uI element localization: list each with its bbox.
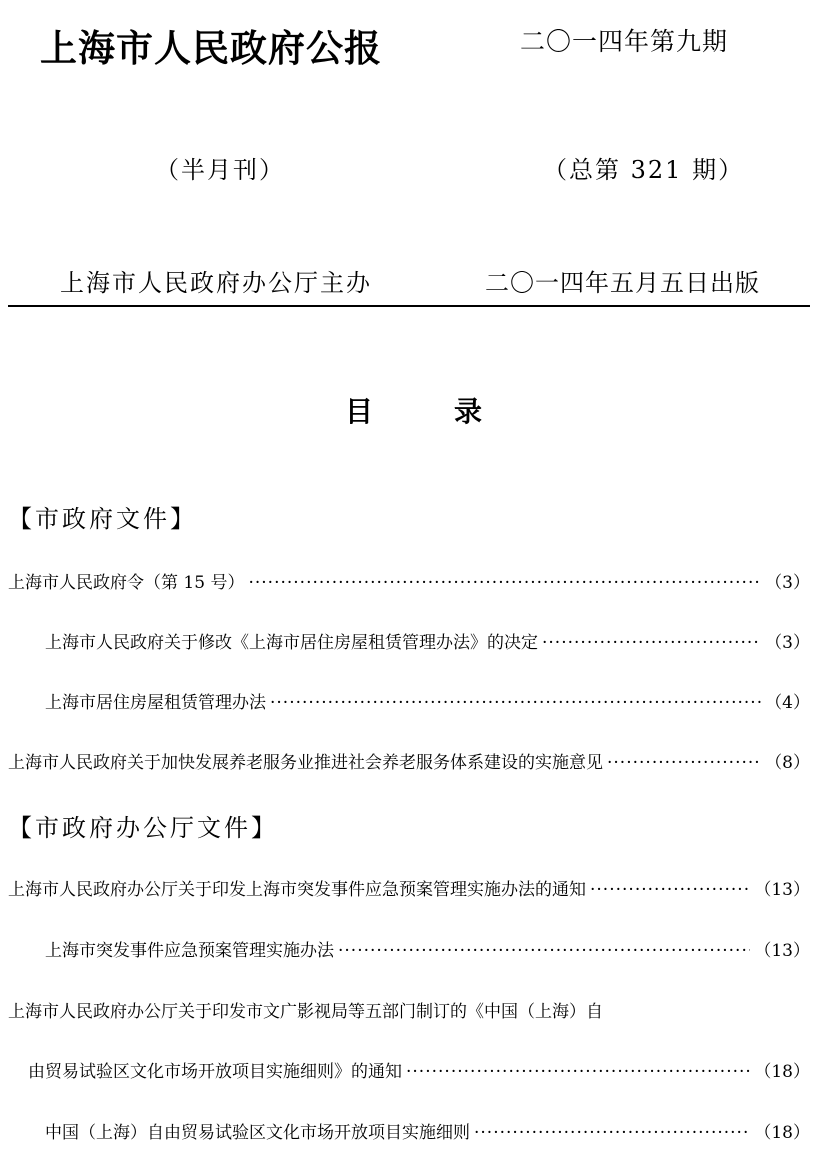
toc-entry-title: 上海市居住房屋租赁管理办法 bbox=[45, 693, 266, 713]
toc-entry-title: 上海市人民政府关于修改《上海市居住房屋租赁管理办法》的决定 bbox=[45, 633, 538, 653]
total-issue-number: （总第 321 期） bbox=[543, 156, 745, 184]
section-heading-general-office: 【市政府办公厅文件】 bbox=[8, 814, 278, 842]
publication-date: 二〇一四年五月五日出版 bbox=[485, 269, 760, 297]
toc-entry-title: 上海市人民政府令（第 15 号） bbox=[8, 573, 245, 593]
toc-entry-title: 上海市人民政府办公厅关于印发上海市突发事件应急预案管理实施办法的通知 bbox=[8, 880, 586, 900]
masthead-divider bbox=[8, 305, 810, 307]
issue-number: 二〇一四年第九期 bbox=[520, 27, 729, 56]
toc-entry[interactable] bbox=[8, 875, 810, 901]
toc-entry-page: （18） bbox=[754, 1123, 810, 1143]
toc-entry[interactable] bbox=[28, 1057, 810, 1083]
toc-entry-page: （3） bbox=[765, 573, 810, 593]
toc-entry-page: （4） bbox=[765, 693, 810, 713]
toc-entry[interactable] bbox=[8, 568, 810, 594]
dot-leader bbox=[590, 880, 750, 900]
toc-title-left: 目 bbox=[345, 395, 374, 428]
dot-leader bbox=[406, 1062, 750, 1082]
toc-entry-page: （13） bbox=[754, 941, 810, 961]
toc-entry[interactable] bbox=[45, 628, 810, 654]
toc-title bbox=[300, 390, 527, 430]
dot-leader bbox=[248, 573, 761, 593]
toc-entry-page: （13） bbox=[754, 880, 810, 900]
publication-frequency: （半月刊） bbox=[155, 156, 285, 184]
toc-title-right: 录 bbox=[453, 395, 482, 428]
toc-entry[interactable] bbox=[45, 1118, 810, 1144]
gazette-title: 上海市人民政府公报 bbox=[40, 27, 382, 70]
toc-entry[interactable] bbox=[45, 936, 810, 962]
section-heading-municipal-government: 【市政府文件】 bbox=[8, 505, 197, 533]
toc-entry-title-line1[interactable]: 上海市人民政府办公厅关于印发市文广影视局等五部门制订的《中国（上海）自 bbox=[8, 1002, 603, 1022]
toc-entry-title: 中国（上海）自由贸易试验区文化市场开放项目实施细则 bbox=[45, 1123, 470, 1143]
toc-entry-page: （8） bbox=[765, 753, 810, 773]
toc-entry[interactable] bbox=[8, 748, 810, 774]
toc-entry-title: 由贸易试验区文化市场开放项目实施细则》的通知 bbox=[28, 1062, 402, 1082]
dot-leader bbox=[270, 693, 761, 713]
toc-entry-title: 上海市人民政府关于加快发展养老服务业推进社会养老服务体系建设的实施意见 bbox=[8, 753, 603, 773]
dot-leader bbox=[474, 1123, 750, 1143]
dot-leader bbox=[542, 633, 761, 653]
toc-entry-page: （18） bbox=[754, 1062, 810, 1082]
toc-entry-title: 上海市突发事件应急预案管理实施办法 bbox=[45, 941, 334, 961]
dot-leader bbox=[338, 941, 750, 961]
host-organization: 上海市人民政府办公厅主办 bbox=[60, 269, 372, 297]
dot-leader bbox=[607, 753, 761, 773]
toc-entry-page: （3） bbox=[765, 633, 810, 653]
toc-entry[interactable] bbox=[45, 688, 810, 714]
